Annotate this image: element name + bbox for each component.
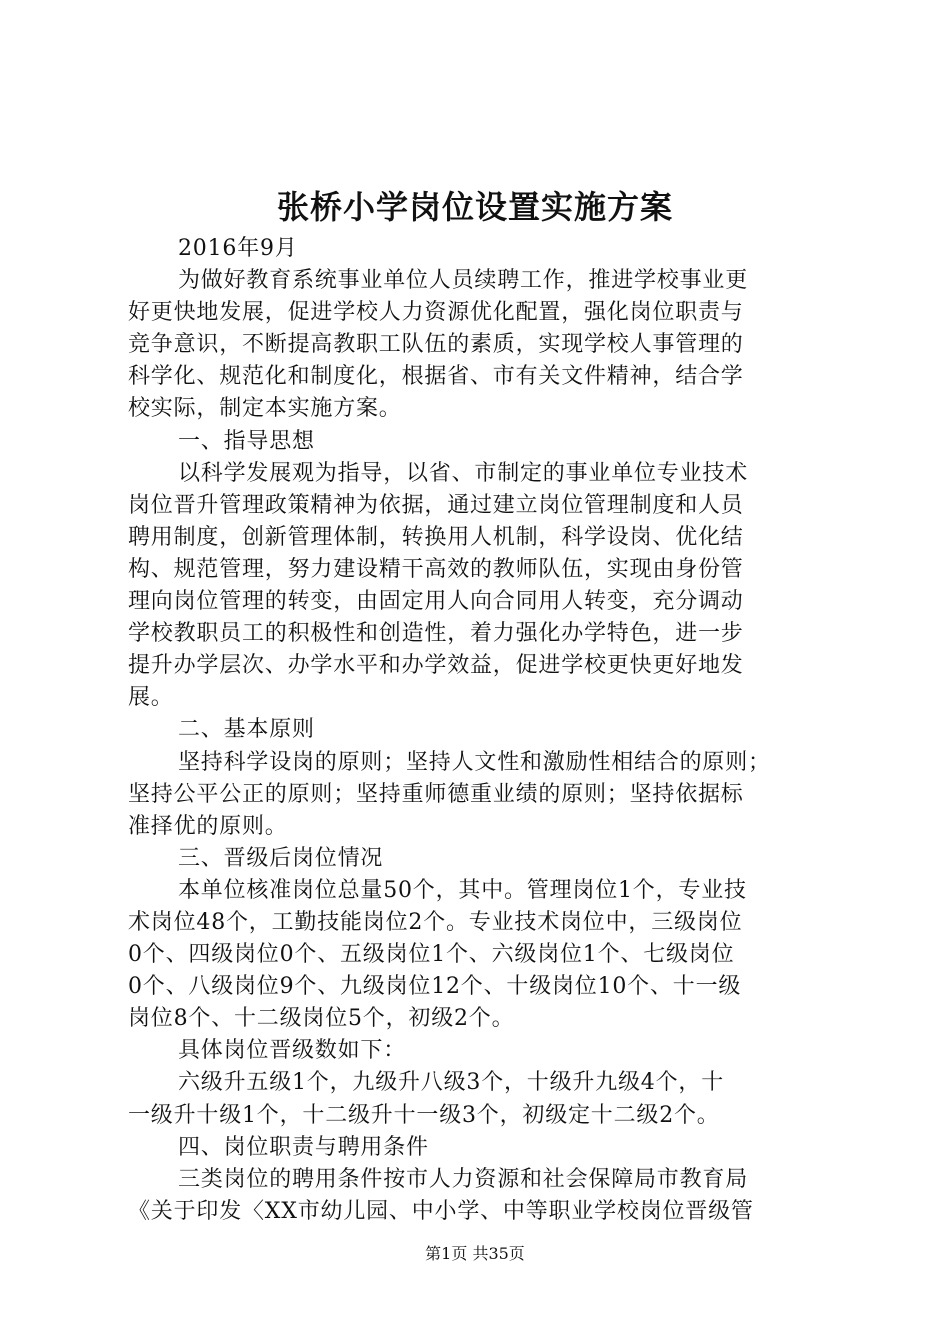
text-line: 理向岗位管理的转变，由固定用人向合同用人转变，充分调动	[128, 589, 744, 615]
text-line: 聘用制度，创新管理体制，转换用人机制，科学设岗、优化结	[128, 524, 744, 550]
text-line: 岗位晋升管理政策精神为依据，通过建立岗位管理制度和人员	[128, 492, 744, 518]
text-line: 构、规范管理，努力建设精干高效的教师队伍，实现由身份管	[128, 556, 744, 582]
page-footer: 第1页 共35页	[425, 1244, 525, 1263]
text-line: 术岗位48个，工勤技能岗位2个。专业技术岗位中，三级岗位	[128, 909, 743, 935]
text-line: 岗位8个、十二级岗位5个，初级2个。	[128, 1006, 515, 1032]
text-line: 坚持科学设岗的原则；坚持人文性和激励性相结合的原则；	[178, 749, 771, 775]
text-line: 一级升十级1个，十二级升十一级3个，初级定十二级2个。	[128, 1102, 720, 1128]
text-line: 0个、八级岗位9个、九级岗位12个、十级岗位10个、十一级	[128, 974, 742, 1000]
text-line: 四、岗位职责与聘用条件	[178, 1134, 429, 1160]
text-line: 《关于印发〈XX市幼儿园、中小学、中等职业学校岗位晋级管	[128, 1198, 754, 1224]
text-line: 展。	[128, 685, 174, 711]
text-line: 校实际，制定本实施方案。	[128, 396, 402, 422]
text-line: 科学化、规范化和制度化，根据省、市有关文件精神，结合学	[128, 364, 744, 390]
text-line: 0个、四级岗位0个、五级岗位1个、六级岗位1个、七级岗位	[128, 942, 735, 968]
document-title: 张桥小学岗位设置实施方案	[276, 188, 673, 226]
text-line: 提升办学层次、办学水平和办学效益，促进学校更快更好地发	[128, 653, 744, 679]
text-line: 三、晋级后岗位情况	[178, 845, 384, 871]
text-line: 以科学发展观为指导，以省、市制定的事业单位专业技术	[178, 460, 749, 486]
text-line: 为做好教育系统事业单位人员续聘工作，推进学校事业更	[178, 268, 749, 294]
text-line: 具体岗位晋级数如下：	[178, 1038, 407, 1064]
text-line: 学校教职员工的积极性和创造性，着力强化办学特色，进一步	[128, 621, 744, 647]
text-line: 本单位核准岗位总量50个，其中。管理岗位1个，专业技	[178, 877, 747, 903]
text-line: 坚持公平公正的原则；坚持重师德重业绩的原则；坚持依据标	[128, 781, 744, 807]
text-line: 一、指导思想	[178, 428, 315, 454]
text-line: 竞争意识，不断提高教职工队伍的素质，实现学校人事管理的	[128, 332, 744, 358]
text-line: 2016年9月	[178, 236, 298, 261]
text-line: 三类岗位的聘用条件按市人力资源和社会保障局市教育局	[178, 1166, 749, 1192]
document-body	[128, 233, 834, 1228]
text-line: 六级升五级1个，九级升八级3个，十级升九级4个，十	[178, 1070, 724, 1096]
text-line: 好更快地发展，促进学校人力资源优化配置，强化岗位职责与	[128, 300, 744, 326]
text-line: 二、基本原则	[178, 717, 315, 743]
text-line: 准择优的原则。	[128, 813, 288, 839]
